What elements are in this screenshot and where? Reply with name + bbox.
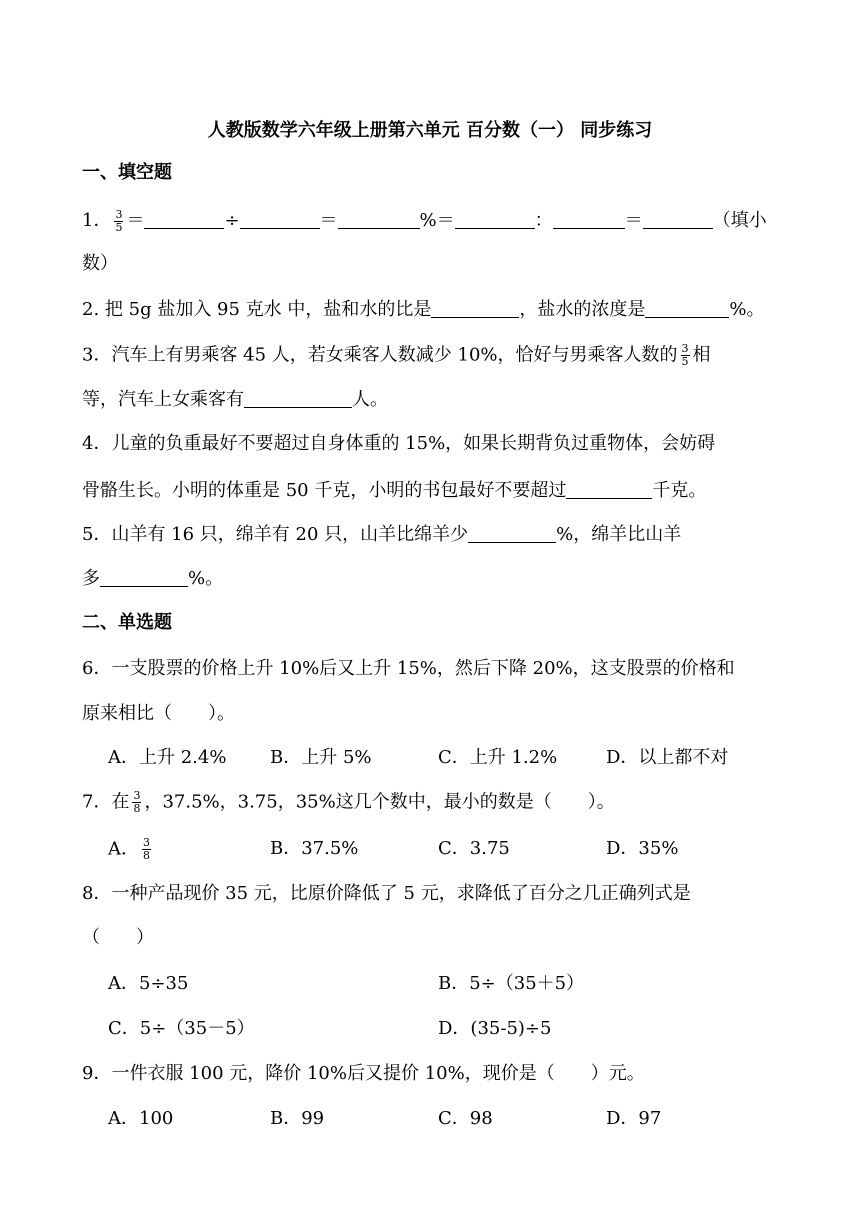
option-a[interactable]: A．5÷35 <box>108 973 189 994</box>
option-d[interactable]: D．(35-5)÷5 <box>438 1018 552 1039</box>
answer-blank[interactable] <box>553 208 625 229</box>
question-5-continued: 多 %。 <box>82 568 224 589</box>
question-3: 3．汽车上有男乘客 45 人，若女乘客人数减少 10%，恰好与男乘客人数的 $\frac{3}{5}$ 相 <box>82 342 711 368</box>
question-6-continued: 原来相比（ ）。 <box>82 703 235 724</box>
option-b[interactable]: B．5÷（35＋5） <box>438 973 585 994</box>
section-heading-single-choice: 二、单选题 <box>82 612 172 633</box>
question-7: 7．在 $\frac{3}{8}$ ，37.5%，3.75，35%这几个数中，最小的数是（ ）。 <box>82 789 615 815</box>
question-3-continued: 等，汽车上女乘客有 人。 <box>82 389 388 410</box>
answer-blank[interactable] <box>100 566 188 587</box>
option-c[interactable]: C．上升 1.2% <box>438 747 558 768</box>
question-2: 2. 把 5g 盐加入 95 克水 中，盐和水的比是 ，盐水的浓度是 %。 <box>82 299 765 320</box>
answer-blank[interactable] <box>244 387 352 408</box>
answer-blank[interactable] <box>240 208 320 229</box>
option-a[interactable]: A． $\frac{3}{8}$ <box>108 836 150 862</box>
fraction: $\frac{3}{8}$ <box>143 836 150 862</box>
question-4: 4．儿童的负重最好不要超过自身体重的 15%，如果长期背负过重物体，会妨碍 <box>82 433 716 454</box>
option-b[interactable]: B．37.5% <box>270 838 359 859</box>
option-b[interactable]: B．上升 5% <box>270 747 372 768</box>
question-8-continued: （ ） <box>82 927 154 948</box>
answer-blank[interactable] <box>645 297 729 318</box>
answer-blank[interactable] <box>566 478 652 499</box>
answer-blank[interactable] <box>643 208 713 229</box>
question-8: 8．一种产品现价 35 元，比原价降低了 5 元，求降低了百分之几正确列式是 <box>82 883 691 904</box>
fraction: $\frac{3}{5}$ <box>681 342 689 368</box>
option-b[interactable]: B．99 <box>270 1108 325 1129</box>
question-1: 1． $\frac{3}{5}$ ＝ ÷ ＝ %＝ ： ＝ （填小 <box>82 207 767 234</box>
option-c[interactable]: C．5÷（35－5） <box>108 1018 255 1039</box>
question-9: 9．一件衣服 100 元，降价 10%后又提价 10%，现价是（ ）元。 <box>82 1063 645 1084</box>
question-number: 1． <box>82 210 112 231</box>
answer-blank[interactable] <box>455 208 535 229</box>
question-4-continued: 骨骼生长。小明的体重是 50 千克，小明的书包最好不要超过 千克。 <box>82 480 707 501</box>
option-d[interactable]: D．以上都不对 <box>606 747 729 768</box>
answer-blank[interactable] <box>468 522 556 543</box>
section-heading-fill-in: 一、填空题 <box>82 162 172 183</box>
answer-blank[interactable] <box>144 208 224 229</box>
fraction: $\frac{3}{5}$ <box>115 207 123 234</box>
option-a[interactable]: A．上升 2.4% <box>108 747 227 768</box>
option-a[interactable]: A．100 <box>108 1108 174 1129</box>
question-5: 5．山羊有 16 只，绵羊有 20 只，山羊比绵羊少 %，绵羊比山羊 <box>82 524 682 545</box>
option-d[interactable]: D．97 <box>606 1108 662 1129</box>
option-c[interactable]: C．3.75 <box>438 838 510 859</box>
question-6: 6．一支股票的价格上升 10%后又上升 15%，然后下降 20%，这支股票的价格和 <box>82 658 735 679</box>
option-d[interactable]: D．35% <box>606 838 679 859</box>
answer-blank[interactable] <box>338 208 420 229</box>
option-c[interactable]: C．98 <box>438 1108 493 1129</box>
fraction: $\frac{3}{8}$ <box>133 789 141 815</box>
answer-blank[interactable] <box>431 297 519 318</box>
question-1-continued: 数） <box>82 253 118 274</box>
page-title: 人教版数学六年级上册第六单元 百分数（一） 同步练习 <box>207 120 653 141</box>
